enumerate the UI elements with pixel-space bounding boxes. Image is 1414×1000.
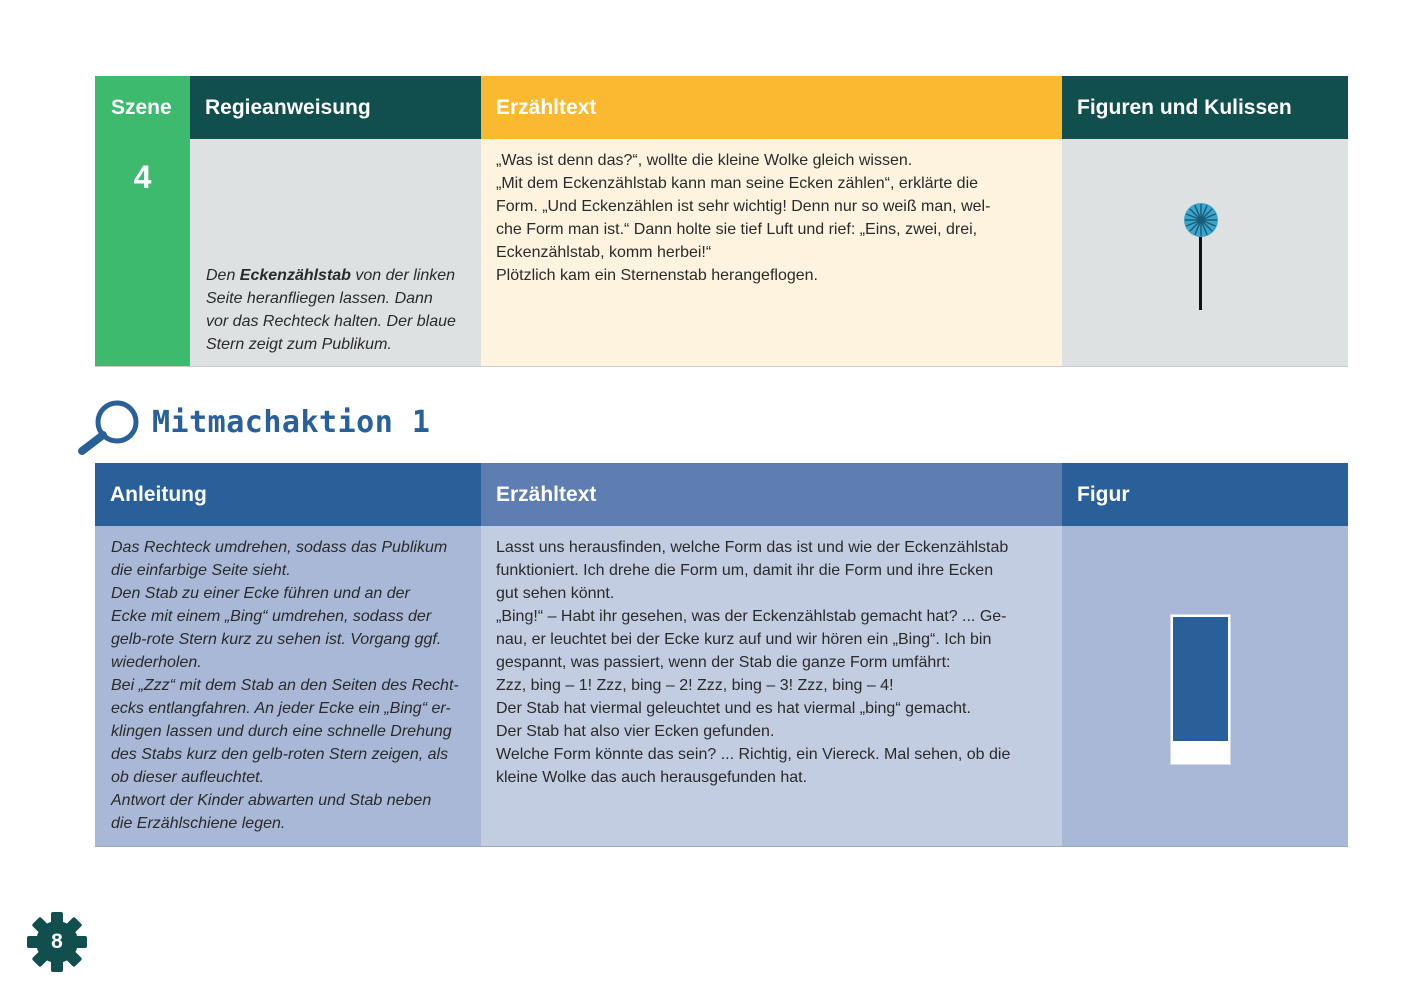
direction-text	[206, 264, 456, 356]
action-narration-text: Lasst uns herausfinden, welche Form das ist und wie der Eckenzählstab funktioniert. Ich drehe die Form um, damit ihr die Form und ihre Ecken gut sehen könnt. „Bing!“ – Habt ihr gesehen, was der Eckenzählstab gemacht hat? ... Ge- nau, er leuchtet bei der Ecke kurz auf und wir hören ein „Bing“. Ich bin gespannt, was passiert, wenn der Stab die ganze Form umfährt: Zzz, bing – 1! Zzz, bing – 2! Zzz, bing – 3! Zzz, bing – 4! Der Stab hat viermal geleuchtet und es hat viermal „bing“ gemacht. Der Stab hat also vier Ecken gefunden. Welche Form könnte das sein? ... Richtig, ein Viereck. Mal sehen, ob die kleine Wolke das auch herausgefunden hat.	[496, 539, 1011, 786]
page-number: 8	[51, 930, 63, 953]
direction-text-bold: Eckenzählstab	[239, 267, 351, 284]
narration-cell	[481, 139, 1062, 366]
figures-cell	[1062, 139, 1348, 366]
action-title: Mitmachaktion 1	[152, 405, 431, 440]
header-figure: Figur	[1062, 463, 1348, 526]
direction-cell	[190, 139, 481, 366]
magnifier-icon	[76, 398, 144, 458]
blue-rectangle-figure	[1173, 617, 1228, 741]
direction-text-post: von der linken Seite heranfliegen lassen. Dann vor das Rechteck halten. Der blaue Stern zeigt zum Publikum.	[206, 267, 456, 353]
scene-number: 4	[95, 139, 190, 366]
header-action-narration: Erzähltext	[481, 463, 1062, 526]
instruction-cell	[95, 526, 481, 846]
action-narration-cell	[481, 526, 1062, 846]
table-divider	[95, 366, 1348, 367]
star-wand-icon	[1183, 202, 1219, 238]
table-divider	[95, 846, 1348, 847]
header-instruction: Anleitung	[95, 463, 481, 526]
direction-text-pre: Den	[206, 267, 240, 284]
header-scene: Szene	[95, 76, 190, 139]
header-figures: Figuren und Kulissen	[1062, 76, 1348, 139]
header-narration: Erzähltext	[481, 76, 1062, 139]
wand-stick	[1199, 232, 1202, 310]
narration-text: „Was ist denn das?“, wollte die kleine Wolke gleich wissen. „Mit dem Eckenzählstab kann man seine Ecken zählen“, erklärte die Form. „Und Eckenzählen ist sehr wichtig! Denn nur so weiß man, wel- che Form man ist.“ Dann holte sie tief Luft und rief: „Eins, zwei, drei, Eckenzählstab, komm herbei!“ Plötzlich kam ein Sternenstab herangeflogen.	[496, 152, 991, 284]
instruction-text: Das Rechteck umdrehen, sodass das Publikum die einfarbige Seite sieht. Den Stab zu einer Ecke führen und an der Ecke mit einem „Bing“ umdrehen, sodass der gelb-rote Stern kurz zu sehen ist. Vorgang ggf. wiederholen. Bei „Zzz“ mit dem Stab an den Seiten des Recht- ecks entlangfahren. An jeder Ecke ein „Bing“ er- klingen lassen und durch eine schnelle Drehung des Stabs kurz den gelb-roten Stern zeigen, als ob dieser aufleuchtet. Antwort der Kinder abwarten und Stab neben die Erzählschiene legen.	[111, 539, 459, 832]
header-direction: Regieanweisung	[190, 76, 481, 139]
